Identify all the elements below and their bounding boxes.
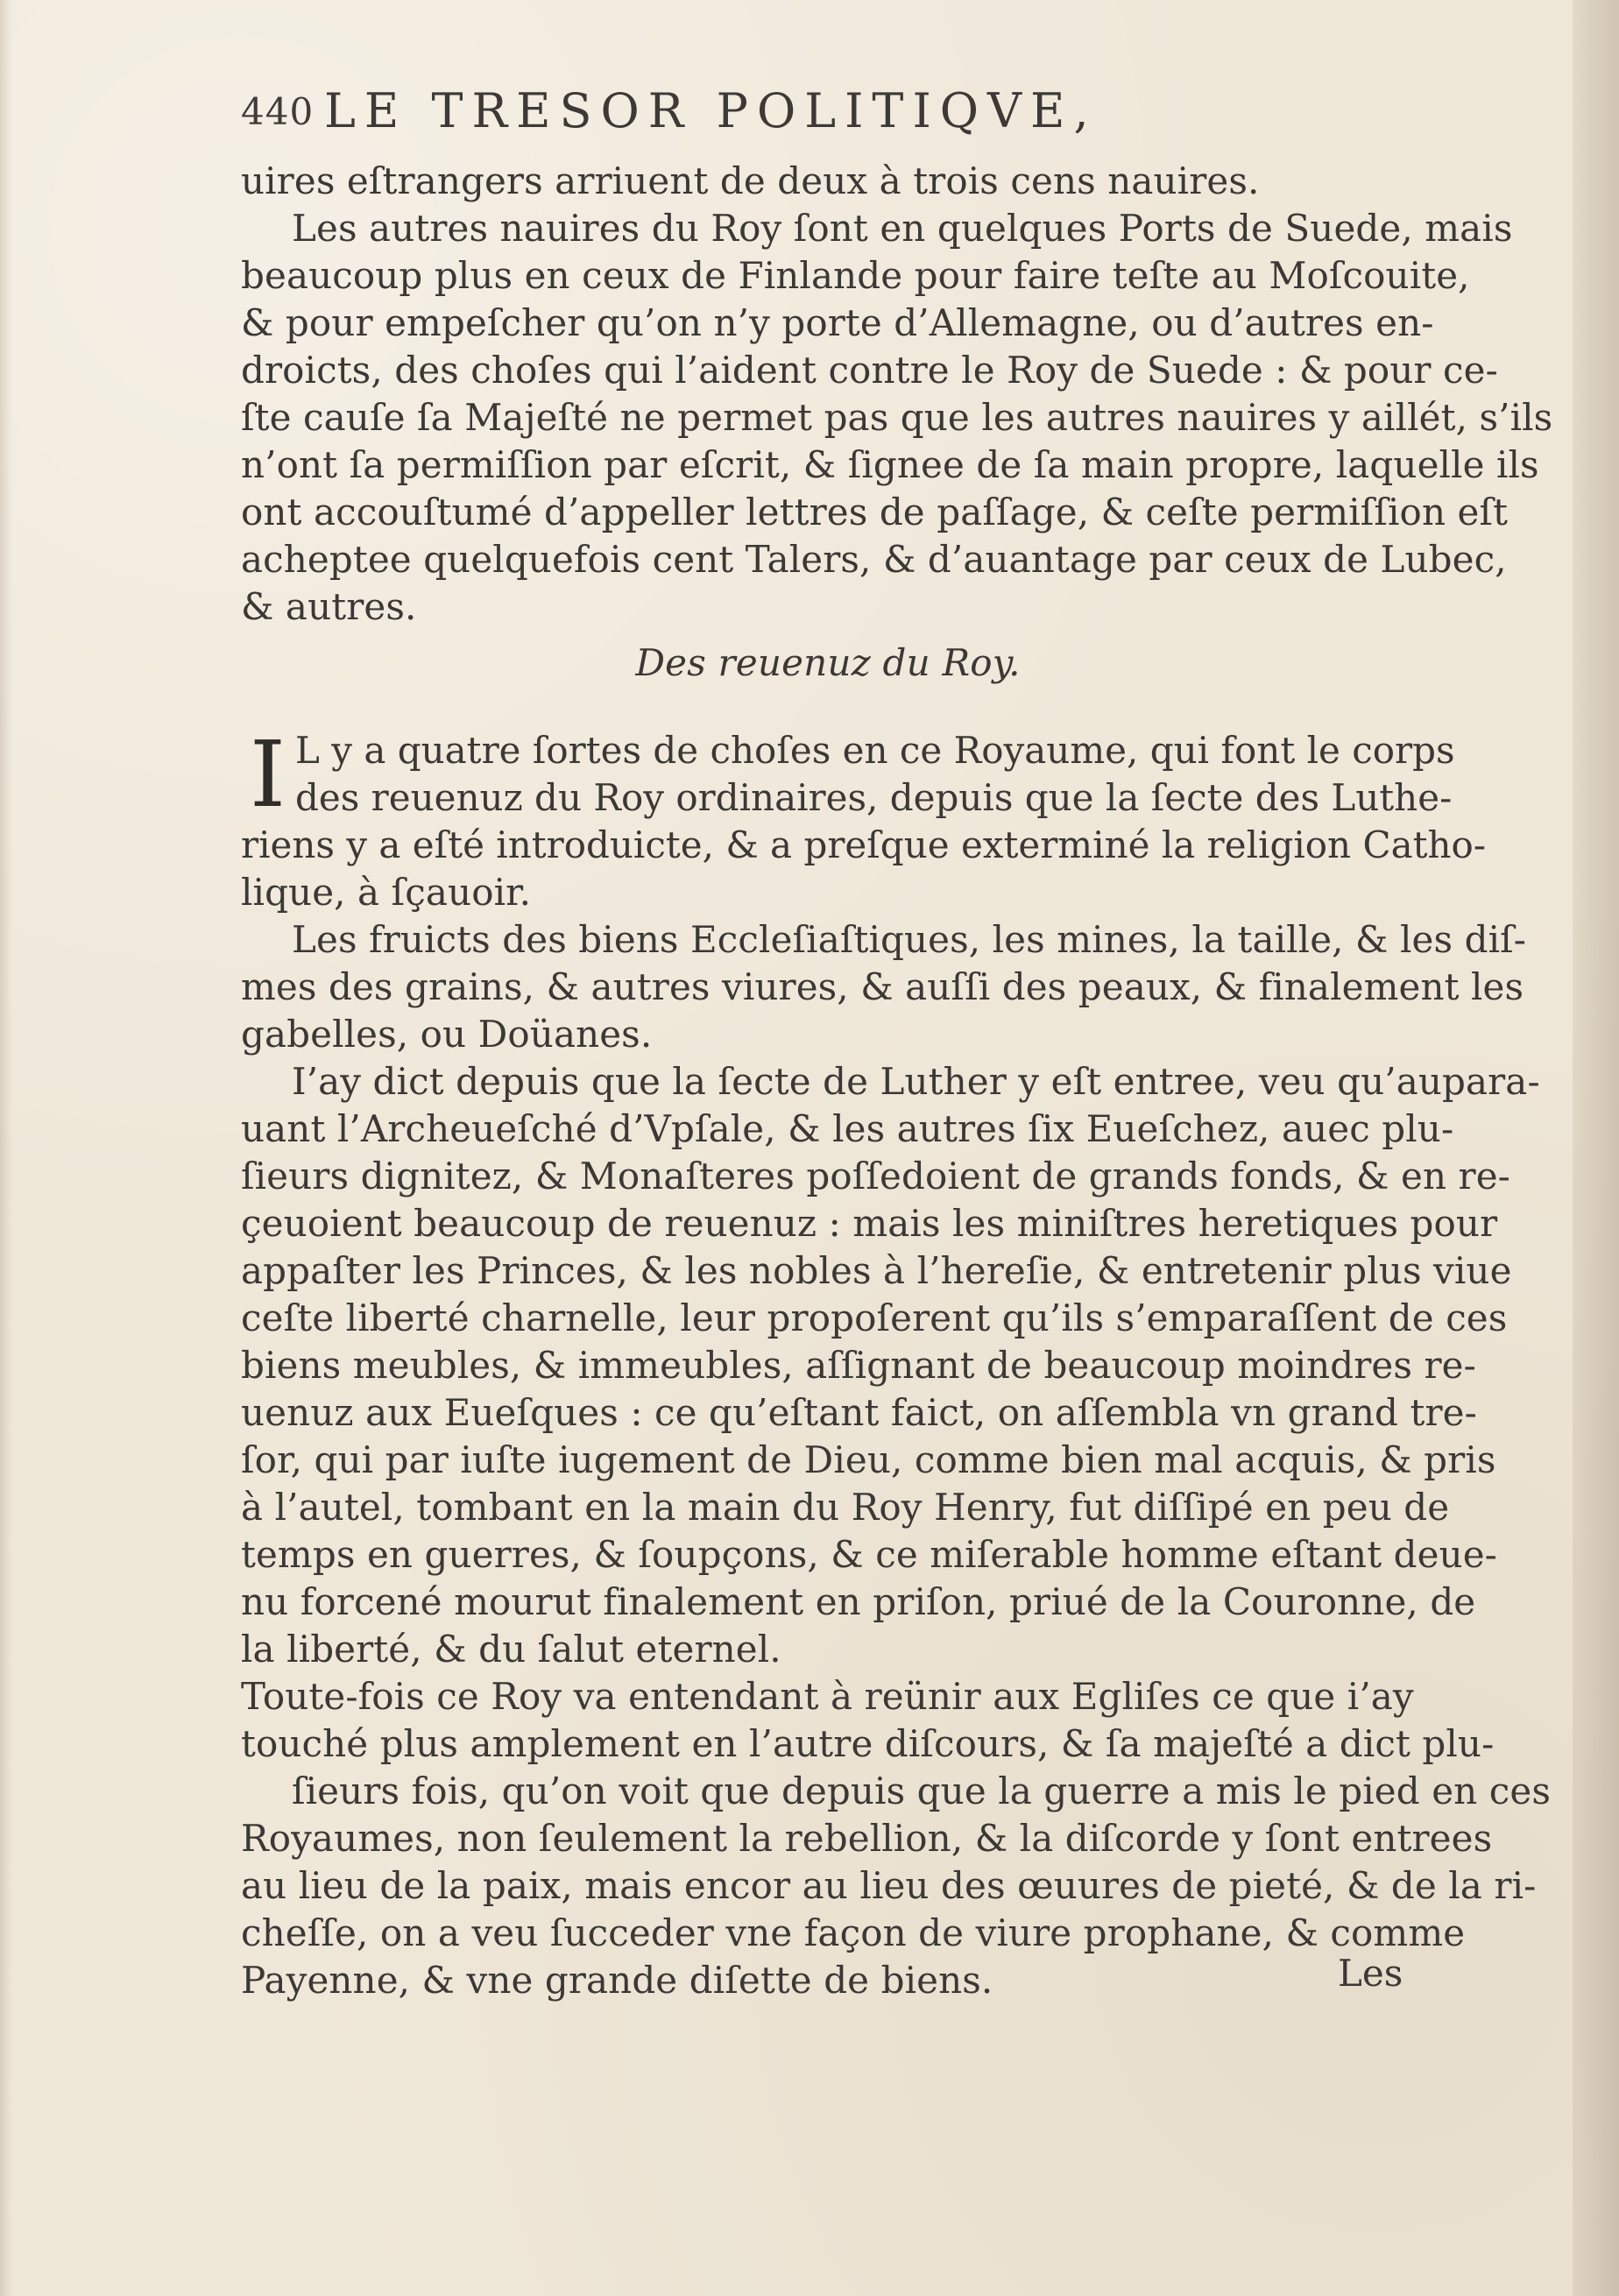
text-line: I’ay dict depuis que la ſecte de Luther y eſt entree, veu qu’aupara- (292, 1060, 1540, 1103)
text-line: n’ont ſa permiſſion par eſcrit, & ſignee de ſa main propre, laquelle ils (241, 443, 1539, 486)
text-line: Les fruicts des biens Eccleſiaſtiques, les mines, la taille, & les diſ- (292, 918, 1527, 961)
running-title: LE TRESOR POLITIQVE, (324, 83, 1098, 138)
text-line: acheptee quelquefois cent Talers, & d’auantage par ceux de Lubec, (241, 538, 1507, 581)
catchword: Les (1338, 1952, 1403, 1995)
drop-cap: I (250, 721, 286, 828)
text-line: Les autres nauires du Roy ſont en quelques Ports de Suede, mais (292, 207, 1513, 250)
text-line: ſor, qui par iuſte iugement de Dieu, comme bien mal acquis, & pris (241, 1438, 1496, 1481)
section-heading: Des reuenuz du Roy. (635, 641, 1021, 684)
text-line: ont accouſtumé d’appeller lettres de paſſage, & ceſte permiſſion eſt (241, 491, 1509, 533)
text-line: touché plus amplement en l’autre diſcours, & ſa majeſté a dict plu- (241, 1722, 1495, 1765)
text-line: çeuoient beaucoup de reuenuz : mais les miniſtres heretiques pour (241, 1202, 1498, 1245)
text-line: cheſſe, on a veu ſucceder vne façon de viure prophane, & comme (241, 1911, 1466, 1954)
text-line: droicts, des choſes qui l’aident contre le Roy de Suede : & pour ce- (241, 349, 1498, 392)
text-line: des reuenuz du Roy ordinaires, depuis que la ſecte des Luthe- (295, 776, 1453, 819)
text-line: & autres. (241, 585, 417, 628)
main-text (241, 158, 1553, 2099)
text-line: gabelles, ou Doüanes. (241, 1013, 653, 1056)
text-line (241, 2004, 1415, 2052)
text-line: L y a quatre ſortes de choſes en ce Royaume, qui font le corps (295, 729, 1455, 772)
text-line: ſte cauſe ſa Majeſté ne permet pas que les autres nauires y aillét, s’ils (241, 396, 1553, 439)
paper-edge-shadow (0, 0, 12, 2296)
initial-paragraph (241, 721, 1487, 869)
text-line: Royaumes, non ſeulement la rebellion, & la diſcorde y ſont entrees (241, 1817, 1493, 1860)
text-line: lique, à ſçauoir. (241, 871, 532, 914)
page-header (241, 83, 1345, 145)
text-line: uenuz aux Eueſques : ce qu’eſtant faict, on aſſembla vn grand tre- (241, 1391, 1477, 1434)
text-line: Toute-fois ce Roy va entendant à reünir aux Egliſes ce que i’ay (241, 1675, 1414, 1718)
page-gutter-shadow (1573, 0, 1619, 2296)
text-line: appaſter les Princes, & les nobles à l’hereſie, & entretenir plus viue (241, 1249, 1512, 1292)
text-line: ſieurs fois, qu’on voit que depuis que la guerre a mis le pied en ces (292, 1770, 1551, 1812)
text-line: au lieu de la paix, mais encor au lieu des œuures de pieté, & de la ri- (241, 1864, 1537, 1907)
text-line: beaucoup plus en ceux de Finlande pour faire teſte au Moſcouite, (241, 254, 1470, 297)
text-line: biens meubles, & immeubles, aſſignant de beaucoup moindres re- (241, 1344, 1476, 1387)
text-line: à l’autel, tombant en la main du Roy Henry, fut diſſipé en peu de (241, 1486, 1450, 1529)
text-line: uires eſtrangers arriuent de deux à trois cens nauires. (241, 159, 1260, 202)
text-line: la liberté, & du ſalut eternel. (241, 1628, 781, 1671)
text-line: riens y a eſté introduicte, & a preſque exterminé la religion Catho- (241, 823, 1487, 866)
page-number: 440 (241, 90, 315, 133)
text-line: nu forcené mourut finalement en priſon, priué de la Couronne, de (241, 1580, 1476, 1623)
text-line (241, 2052, 1415, 2099)
text-line: uant l’Archeueſché d’Vpſale, & les autres ſix Eueſchez, auec plu- (241, 1107, 1454, 1150)
text-line: ſieurs dignitez, & Monaſteres poſſedoient de grands fonds, & en re- (241, 1155, 1510, 1197)
text-line: & pour empeſcher qu’on n’y porte d’Allemagne, ou d’autres en- (241, 301, 1434, 344)
text-line: ceſte liberté charnelle, leur propoſerent qu’ils s’emparaſſent de ces (241, 1296, 1508, 1339)
text-line: Payenne, & vne grande diſette de biens. (241, 1959, 993, 2002)
text-line: mes des grains, & autres viures, & auſſi des peaux, & finalement les (241, 965, 1524, 1008)
text-line: temps en guerres, & ſoupçons, & ce miſerable homme eſtant deue- (241, 1533, 1497, 1576)
